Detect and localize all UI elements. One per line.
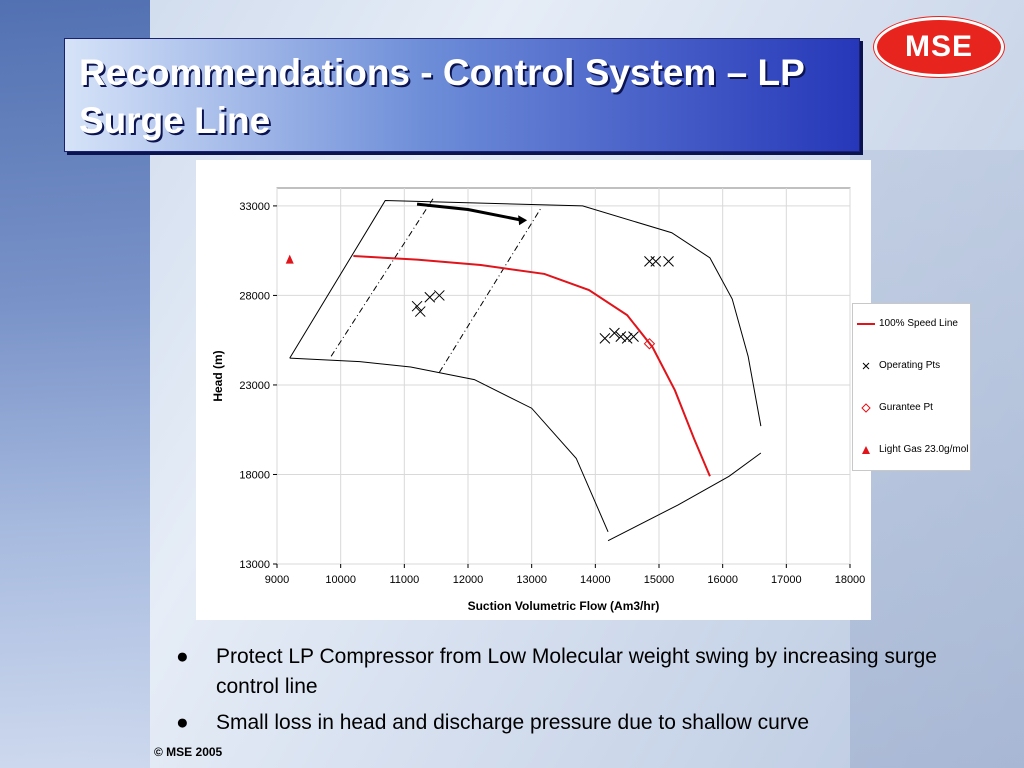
chart-panel: [196, 160, 871, 620]
triangle-marker-icon: [857, 445, 875, 455]
y-tick-label: 18000: [239, 469, 270, 482]
logo-text: MSE: [904, 30, 973, 63]
copyright-footer: © MSE 2005: [154, 745, 223, 759]
y-tick-label: 33000: [239, 200, 270, 213]
surge-chart: [196, 160, 871, 620]
x-tick-label: 12000: [452, 574, 484, 586]
bullet-text: Small loss in head and discharge pressure due to shallow curve: [216, 711, 809, 734]
legend-item-operating-pts: [857, 360, 940, 371]
legend-label: Gurantee Pt: [879, 402, 933, 413]
legend-item-light-gas: [857, 444, 969, 455]
bullet-dot-icon: ●: [176, 645, 189, 668]
x-marker-icon: [857, 361, 875, 371]
bullet-item: [176, 708, 956, 738]
y-tick-label: 13000: [239, 559, 270, 571]
x-tick-label: 11000: [389, 574, 420, 586]
y-axis-label: Head (m): [211, 350, 225, 402]
y-tick-label: 23000: [239, 379, 270, 392]
page-title: Recommendations - Control System – LP Surge Line: [79, 52, 805, 141]
x-axis-label: Suction Volumetric Flow (Am3/hr): [467, 599, 660, 613]
x-tick-label: 16000: [707, 574, 738, 586]
x-tick-label: 15000: [643, 574, 675, 586]
legend-label: Operating Pts: [879, 360, 941, 371]
x-tick-label: 14000: [580, 574, 611, 586]
legend-label: 100% Speed Line: [879, 318, 958, 329]
bullet-text: Protect LP Compressor from Low Molecular weight swing by increasing surge control line: [216, 645, 937, 698]
chart-legend: [852, 303, 971, 471]
mse-logo: [874, 17, 1004, 77]
x-tick-label: 9000: [264, 574, 290, 586]
title-banner: [64, 38, 860, 152]
legend-item-guarantee-pt: [857, 402, 933, 413]
x-tick-label: 10000: [325, 574, 356, 586]
plot-area: [277, 188, 850, 564]
bullet-list: [176, 642, 956, 744]
y-tick-label: 28000: [239, 290, 270, 303]
legend-label: Light Gas 23.0g/mol: [879, 444, 969, 455]
bullet-dot-icon: ●: [176, 711, 189, 734]
legend-item-speed-line: [857, 318, 958, 329]
line-swatch-icon: [857, 319, 875, 329]
diamond-marker-icon: [857, 403, 875, 413]
x-tick-label: 18000: [834, 574, 866, 586]
bullet-item: [176, 642, 956, 702]
x-tick-label: 13000: [516, 574, 547, 586]
x-tick-label: 17000: [771, 574, 802, 586]
